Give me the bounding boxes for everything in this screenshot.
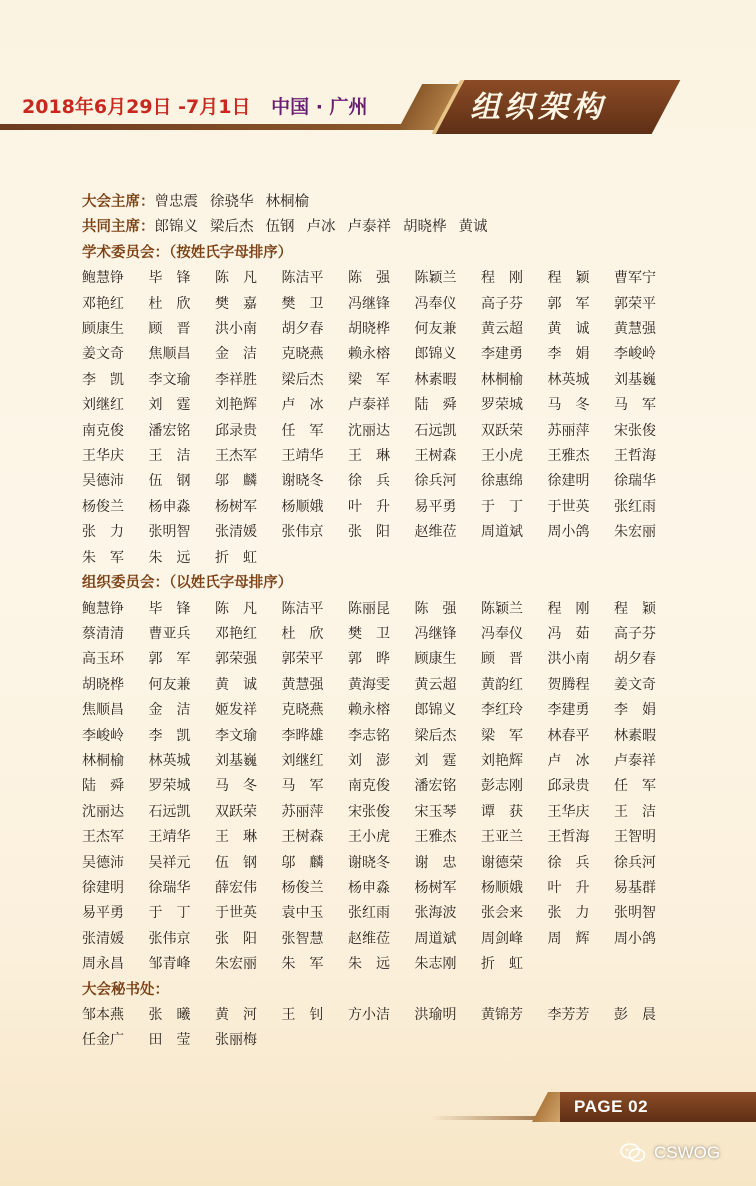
person-name: 邓艳红 [82,295,124,312]
person-name: 袁中玉 [281,905,324,922]
person-name: 于 丁 [148,905,191,922]
person-name: 郭荣平 [614,295,656,312]
person-name: 谭 获 [481,803,523,820]
person-name: 周 辉 [547,930,590,947]
person-name: 王雅杰 [547,448,590,465]
person-name: 徐建明 [547,473,590,490]
person-name: 张红雨 [614,498,656,515]
person-name: 胡晓桦 [82,676,124,693]
person-name: 姬发祥 [215,702,257,719]
person-name: 王靖华 [281,448,324,465]
person-name: 朱 军 [281,956,324,973]
person-name: 马 冬 [215,778,257,795]
person-name: 姜文奇 [614,676,656,693]
event-location: 中国 · 广州 [271,96,368,118]
person-name: 李 娟 [614,702,656,719]
person-name: 马 军 [614,397,656,414]
person-name: 陈 强 [348,270,390,287]
person-name: 卢泰祥 [614,752,656,769]
person-name: 周道斌 [481,524,523,541]
person-name: 杨树军 [414,879,457,896]
person-name: 毕 锋 [148,270,191,287]
person-name: 顾康生 [414,651,457,668]
person-name: 黄云超 [481,321,523,338]
person-name: 洪瑜明 [414,1007,457,1023]
person-name: 林素暇 [614,727,656,744]
person-name: 樊 卫 [348,625,390,642]
person-name: 南克俊 [82,422,124,439]
person-name: 谢德荣 [481,854,523,871]
person-name: 黄慧强 [614,321,656,338]
person-name: 刘继红 [82,397,124,414]
person-name: 顾 晋 [148,321,191,338]
person-name: 杨俊兰 [82,498,124,515]
person-name: 卢 冰 [547,752,590,769]
person-name: 黄 诚 [547,321,590,338]
person-name: 李 凯 [82,371,124,388]
person-name: 朱 远 [348,956,390,973]
person-name: 李祥胜 [215,371,257,388]
person-name: 苏丽萍 [281,803,324,820]
person-name: 李 凯 [148,727,191,744]
person-name: 罗荣城 [148,778,191,795]
person-name: 邬 麟 [215,473,257,490]
person-name: 何友兼 [148,676,191,693]
person-name: 张清媛 [82,930,124,947]
person-name: 潘宏铭 [414,778,457,795]
person-name: 任 军 [614,778,656,795]
person-name: 李峻岭 [82,727,124,744]
person-name: 朱 远 [148,549,191,566]
person-name: 何友兼 [414,321,457,338]
person-name: 程 刚 [547,600,590,617]
person-name: 梁后杰 [414,727,457,744]
person-name: 赵维莅 [348,930,390,947]
person-name: 石远凯 [414,422,457,439]
person-name: 程 颖 [614,600,656,617]
person-name: 陆 舜 [414,397,457,414]
person-name: 易平勇 [414,498,457,515]
person-name: 陈颖兰 [481,600,523,617]
congress-chairs-row [82,190,682,215]
person-name: 王 琳 [215,829,257,846]
academic-committee-title: 学术委员会：（按姓氏字母排序） [82,244,293,261]
person-name: 顾康生 [82,321,124,338]
person-name: 陆 舜 [82,778,124,795]
person-name: 张 力 [547,905,590,922]
person-name: 李文瑜 [215,727,257,744]
watermark-text: CSWOG [654,1143,721,1162]
person-name: 王华庆 [82,448,124,465]
person-name: 刘继红 [281,752,324,769]
person-name: 林素暇 [414,371,457,388]
person-name: 冯奉仪 [481,625,523,642]
person-name: 郎锦义 [414,346,457,363]
person-name: 杨树军 [215,498,257,515]
person-name: 吴祥元 [148,854,191,871]
page-header [0,80,756,134]
person-name: 于世英 [547,498,590,515]
person-name: 张智慧 [281,930,324,947]
congress-chairs-list [155,190,322,215]
person-name: 张 曦 [148,1007,191,1023]
person-name: 冯奉仪 [414,295,457,312]
person-name: 邱录贵 [215,422,257,439]
person-name: 易平勇 [82,905,124,922]
person-name: 李晔雄 [281,727,324,744]
person-name: 李文瑜 [148,371,191,388]
person-name: 杨申淼 [148,498,191,515]
person-name: 贺腾程 [547,676,590,693]
academic-committee-grid [82,266,682,571]
person-name: 樊 嘉 [215,295,257,312]
person-name: 薛宏伟 [215,879,257,896]
person-name: 邹本燕 [82,1007,124,1023]
secretariat-grid [82,1003,682,1054]
person-name: 顾 晋 [481,651,523,668]
person-name: 杜 欣 [281,625,324,642]
person-name: 徐建明 [82,879,124,896]
person-name: 李 娟 [547,346,590,363]
wechat-watermark [620,1143,720,1163]
organizing-committee-title: 组织委员会：（以姓氏字母排序） [82,575,293,592]
person-name: 陈丽昆 [348,600,390,617]
co-chairs-row [82,215,682,240]
person-name: 王树森 [281,829,324,846]
organizing-committee-grid [82,597,682,978]
person-name: 胡晓桦 [348,321,390,338]
person-name: 徐骁华 [210,194,254,210]
person-name: 石远凯 [148,803,191,820]
page-title: 组织架构 [470,90,606,125]
person-name: 伍钢 [265,219,295,236]
header-rule [0,124,430,130]
person-name: 王华庆 [547,803,590,820]
person-name: 王 洁 [614,803,656,820]
person-name: 卢泰祥 [348,397,390,414]
person-name: 杨顺娥 [281,498,324,515]
person-name: 王靖华 [148,829,191,846]
person-name: 王哲海 [547,829,590,846]
person-name: 周小鸽 [547,524,590,541]
person-name: 周道斌 [414,930,457,947]
event-date-location [22,92,368,119]
person-name: 洪小南 [547,651,590,668]
person-name: 叶 升 [547,879,590,896]
person-name: 樊 卫 [281,295,324,312]
person-name: 金 洁 [215,346,257,363]
person-name: 曾忠震 [154,194,198,210]
person-name: 梁后杰 [210,219,254,236]
person-name: 冯继锋 [414,625,457,642]
person-name: 伍 钢 [215,854,257,871]
congress-chairs-label: 大会主席： [82,194,155,210]
person-name: 卢冰 [306,219,336,236]
person-name: 胡夕春 [281,321,324,338]
person-name: 王 琳 [348,448,390,465]
person-name: 张伟京 [281,524,324,541]
person-name: 王智明 [614,829,656,846]
person-name: 赖永榕 [348,346,390,363]
person-name: 刘 霆 [148,397,191,414]
person-name: 郭 晔 [348,651,390,668]
person-name: 南克俊 [348,778,390,795]
person-name: 梁 军 [348,371,390,388]
person-name: 郭 军 [148,651,191,668]
person-name: 王树森 [414,448,457,465]
person-name: 程 刚 [481,270,523,287]
person-name: 田 莹 [148,1032,191,1049]
person-name: 陈 凡 [215,270,257,287]
person-name: 李峻岭 [614,346,656,363]
person-name: 张伟京 [148,930,191,947]
person-name: 王小虎 [481,448,523,465]
person-name: 徐瑞华 [614,473,656,490]
person-name: 张 阳 [348,524,390,541]
person-name: 克晓燕 [281,346,324,363]
person-name: 朱 军 [82,549,124,566]
person-name: 张 力 [82,524,124,541]
person-name: 马 军 [281,778,324,795]
person-name: 赵维莅 [414,524,457,541]
person-name: 郎锦义 [414,702,457,719]
person-name: 宋玉琴 [414,803,457,820]
person-name: 陈洁平 [281,600,324,617]
person-name: 卢 冰 [281,397,324,414]
person-name: 徐瑞华 [148,879,191,896]
person-name: 张明智 [614,905,656,922]
person-name: 折 虹 [215,549,257,566]
co-chairs-label: 共同主席： [82,219,155,236]
person-name: 张清媛 [215,524,257,541]
person-name: 朱宏丽 [215,956,257,973]
person-name: 吴德沛 [82,473,124,490]
person-name: 王杰军 [82,829,124,846]
person-name: 张红雨 [348,905,390,922]
person-name: 邬 麟 [281,854,324,871]
person-name: 陈颖兰 [414,270,457,287]
wechat-icon [620,1143,646,1163]
person-name: 梁 军 [481,727,523,744]
person-name: 周永昌 [82,956,124,973]
person-name: 李红玲 [481,702,523,719]
person-name: 郭荣平 [281,651,324,668]
person-name: 黄韵红 [481,676,523,693]
person-name: 黄 诚 [215,676,257,693]
person-name: 林英城 [148,752,191,769]
person-name: 徐兵河 [614,854,656,871]
person-name: 郭 军 [547,295,590,312]
person-name: 王 洁 [148,448,191,465]
person-name: 林英城 [547,371,590,388]
person-name: 李志铭 [348,727,390,744]
person-name: 徐 兵 [348,473,390,490]
person-name: 沈丽达 [348,422,390,439]
person-name: 潘宏铭 [148,422,191,439]
person-name: 杨顺娥 [481,879,523,896]
person-name: 彭 晨 [614,1007,656,1023]
person-name: 高子芬 [614,625,656,642]
person-name: 洪小南 [215,321,257,338]
person-name: 陈 强 [414,600,457,617]
person-name: 毕 锋 [148,600,191,617]
person-name: 程 颖 [547,270,590,287]
person-name: 林桐榆 [481,371,523,388]
person-name: 沈丽达 [82,803,124,820]
person-name: 徐 兵 [547,854,590,871]
co-chairs-list [155,215,500,240]
person-name: 黄诚 [458,219,488,236]
secretariat-title: 大会秘书处： [82,981,169,998]
person-name: 鲍慧铮 [82,270,124,287]
person-name: 易基群 [614,879,656,896]
person-name: 周小鸽 [614,930,656,947]
person-name: 邱录贵 [547,778,590,795]
person-name: 徐惠绵 [481,473,523,490]
person-name: 梁后杰 [281,371,324,388]
person-name: 李芳芳 [547,1007,590,1023]
committee-roster [82,190,682,1054]
person-name: 张海波 [414,905,457,922]
person-name: 王 钊 [281,1007,324,1023]
person-name: 黄海雯 [348,676,390,693]
page-number: PAGE 02 [574,1097,649,1116]
person-name: 于 丁 [481,498,523,515]
person-name: 双跃荣 [481,422,523,439]
person-name: 杨俊兰 [281,879,324,896]
person-name: 焦顺昌 [82,702,124,719]
person-name: 曹军宁 [614,270,656,287]
person-name: 王雅杰 [414,829,457,846]
person-name: 罗荣城 [481,397,523,414]
person-name: 黄 河 [215,1007,257,1023]
person-name: 蔡清清 [82,625,124,642]
person-name: 宋张俊 [614,422,656,439]
person-name: 林桐榆 [82,752,124,769]
person-name: 谢晓冬 [281,473,324,490]
person-name: 黄锦芳 [481,1007,523,1023]
person-name: 冯继锋 [348,295,390,312]
person-name: 卢泰祥 [347,219,391,236]
person-name: 陈 凡 [215,600,257,617]
person-name: 曹亚兵 [148,625,191,642]
person-name: 克晓燕 [281,702,324,719]
person-name: 宋张俊 [348,803,390,820]
person-name: 徐兵河 [414,473,457,490]
person-name: 林春平 [547,727,590,744]
person-name: 苏丽萍 [547,422,590,439]
person-name: 冯 茹 [547,625,590,642]
person-name: 李建勇 [547,702,590,719]
person-name: 郭荣强 [215,651,257,668]
person-name: 刘基巍 [614,371,656,388]
person-name: 谢晓冬 [348,854,390,871]
person-name: 马 冬 [547,397,590,414]
person-name: 陈洁平 [281,270,324,287]
person-name: 高玉环 [82,651,124,668]
person-name: 鲍慧铮 [82,600,124,617]
person-name: 方小洁 [348,1007,390,1023]
person-name: 任 军 [281,422,324,439]
person-name: 谢 忠 [414,854,457,871]
person-name: 于世英 [215,905,257,922]
person-name: 焦顺昌 [148,346,191,363]
person-name: 胡晓桦 [403,219,447,236]
person-name: 王哲海 [614,448,656,465]
person-name: 杨申淼 [348,879,390,896]
person-name: 刘 澎 [348,752,390,769]
person-name: 黄云超 [414,676,457,693]
person-name: 刘艳辉 [481,752,523,769]
person-name: 叶 升 [348,498,390,515]
person-name: 郎锦义 [154,219,198,236]
person-name: 胡夕春 [614,651,656,668]
person-name: 王杰军 [215,448,257,465]
event-date: 2018年6月29日 -7月1日 [22,96,251,118]
person-name: 任金广 [82,1032,124,1049]
person-name: 赖永榕 [348,702,390,719]
person-name: 王小虎 [348,829,390,846]
person-name: 林桐榆 [265,194,309,210]
person-name: 朱志刚 [414,956,457,973]
person-name: 姜文奇 [82,346,124,363]
person-name: 张明智 [148,524,191,541]
person-name: 折 虹 [481,956,523,973]
person-name: 王亚兰 [481,829,523,846]
person-name: 朱宏丽 [614,524,656,541]
person-name: 张 阳 [215,930,257,947]
person-name: 高子芬 [481,295,523,312]
person-name: 伍 钢 [148,473,191,490]
person-name: 李建勇 [481,346,523,363]
person-name: 刘艳辉 [215,397,257,414]
person-name: 周剑峰 [481,930,523,947]
person-name: 邓艳红 [215,625,257,642]
person-name: 杜 欣 [148,295,191,312]
person-name: 张会来 [481,905,523,922]
person-name: 双跃荣 [215,803,257,820]
person-name: 刘 霆 [414,752,457,769]
person-name: 金 洁 [148,702,191,719]
person-name: 邹青峰 [148,956,191,973]
person-name: 刘基巍 [215,752,257,769]
person-name: 吴德沛 [82,854,124,871]
person-name: 张丽梅 [215,1032,257,1049]
person-name: 黄慧强 [281,676,324,693]
person-name: 彭志刚 [481,778,523,795]
